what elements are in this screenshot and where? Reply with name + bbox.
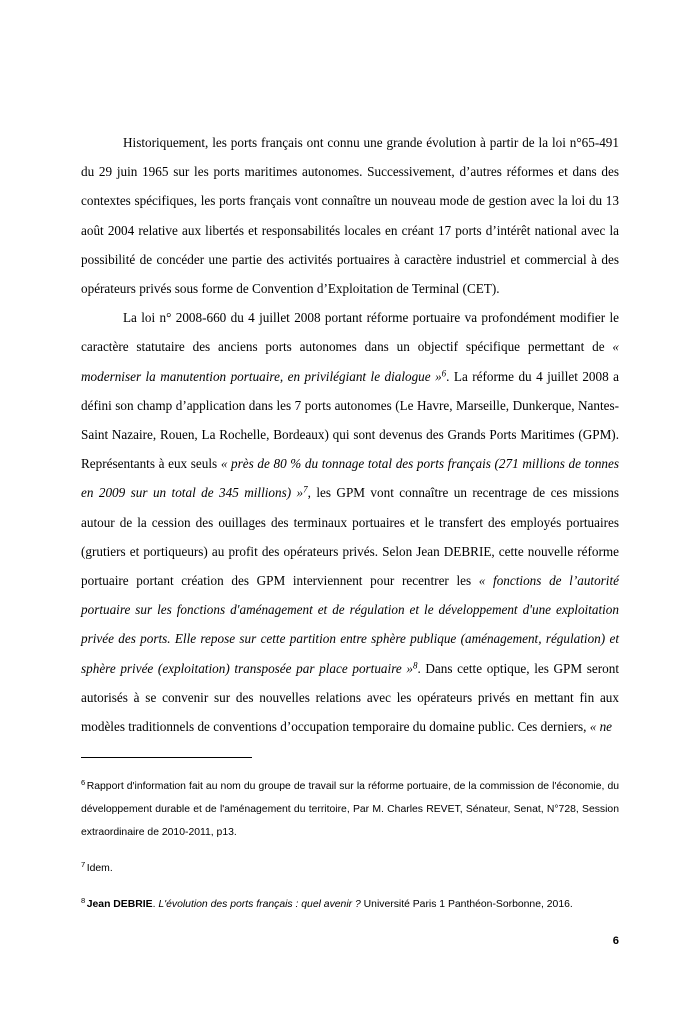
footnote-reference-8: 8 [412,660,418,671]
italic-run: L'évolution des ports français : quel avenir ? [158,899,361,910]
footnotes-area [81,775,619,916]
text-run: Université Paris 1 Panthéon-Sorbonne, 2016. [360,899,573,910]
text-run: Rapport d'information fait au nom du groupe de travail sur la réforme portuaire, de la commission de l'économie, du développement durable et de l'aménagement du territoire, Par M. Charles REVET, Sénateur, Senat, N°728, Session extraordinaire de 2010-2011, p13. [81,781,619,838]
footnote-marker-6: 6 [81,778,86,787]
italic-run: « moderniser la manutention portuaire, en privilégiant le dialogue » [81,339,619,384]
paragraph-historique [81,128,619,303]
footnote-reference-6: 6 [441,368,447,379]
text-run: . Dans cette optique, les GPM seront autorisés à se convenir sur des nouvelles relations avec les opérateurs privés en mettant fin aux modèles traditionnels de conventions d’occupation temporaire du domaine public. Ces derniers, [81,660,619,735]
body-text-area [81,128,619,741]
text-run: Idem. [86,863,113,874]
footnote-8 [81,893,619,916]
footnote-marker-8: 8 [81,896,86,905]
text-run: . [152,899,159,910]
footnote-6 [81,775,619,844]
text-run: La loi n° 2008-660 du 4 juillet 2008 portant réforme portuaire va profondément modifier le caractère statutaire des anciens ports autonomes dans un objectif spécifique permettant de [81,310,619,355]
paragraph-loi-2008 [81,303,619,741]
footnote-7 [81,857,619,880]
footnote-reference-7: 7 [303,484,308,495]
footnote-separator-rule [81,757,252,758]
text-run: . La réforme du 4 juillet 2008 a défini son champ d’application dans les 7 ports autonomes (Le Havre, Marseille, Dunkerque, Nantes-Saint Nazaire, Rouen, La Rochelle, Bordeaux) qui sont devenus des Grands Ports Maritimes (GPM). Représentants à eux seuls [81,368,619,472]
footnote-marker-7: 7 [81,860,86,869]
page-number: 6 [612,935,619,947]
italic-run: « fonctions de l’autorité portuaire sur les fonctions d'aménagement et de régulation et le développement d'une exploitation privée des ports. Elle repose sur cette partition entre sphère publique (aménagement, régulation) et sphère privée (exploitation) transposée par place portuaire » [81,573,619,676]
italic-run: « près de 80 % du tonnage total des ports français (271 millions de tonnes en 2009 sur un total de 345 millions) » [81,456,620,501]
bold-run: Jean DEBRIE [86,899,153,910]
text-run: , les GPM vont connaître un recentrage de ces missions autour de la cession des ouillages des terminaux portuaires et le transfert des employés portuaires (grutiers et portiqueurs) au profit des opérateurs privés. Selon Jean DEBRIE, cette nouvelle réforme portuaire portant création des GPM interviennent pour recentrer les [81,485,620,589]
italic-run: « ne [589,719,613,735]
text-run: Historiquement, les ports français ont connu une grande évolution à partir de la loi n°65-491 du 29 juin 1965 sur les ports maritimes autonomes. Successivement, d’autres réformes et dans des contextes spécifiques, les ports français vont connaître un nouveau mode de gestion avec la loi du 13 août 2004 relative aux libertés et responsabilités locales en créant 17 ports d’intérêt national avec la possibilité de concéder une partie des activités portuaires à caractère industriel et commercial à des opérateurs privés sous forme de Convention d’Exploitation de Terminal (CET). [81,135,619,297]
